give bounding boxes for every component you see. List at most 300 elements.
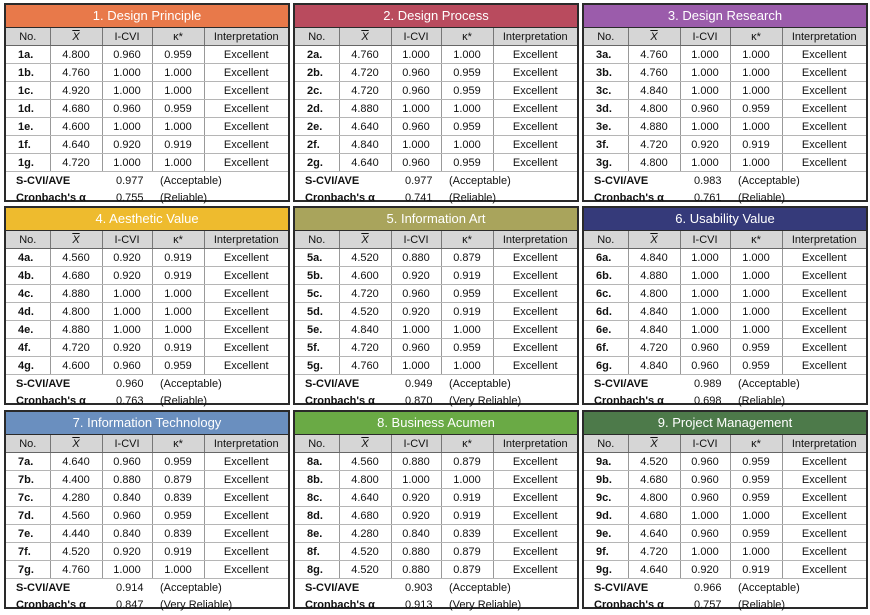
table-row xyxy=(295,321,577,339)
cell-no: 8g. xyxy=(295,561,339,579)
panel-title: 8. Business Acumen xyxy=(295,412,577,435)
table-row xyxy=(6,507,288,525)
scvi-value: 0.903 xyxy=(405,582,433,594)
table-row xyxy=(295,543,577,561)
cell-icvi: 1.000 xyxy=(391,136,441,154)
cell-mean: 4.880 xyxy=(50,285,102,303)
col-header-mean: $\overline{X}$ xyxy=(339,435,391,453)
cell-no: 2e. xyxy=(295,118,339,136)
cell-interp: Excellent xyxy=(493,64,577,82)
criteria-table xyxy=(6,435,288,579)
cell-interp: Excellent xyxy=(204,154,288,172)
scvi-note: (Acceptable) xyxy=(449,582,511,594)
cell-no: 7e. xyxy=(6,525,50,543)
cell-interp: Excellent xyxy=(204,453,288,471)
cell-no: 3d. xyxy=(584,100,628,118)
cell-mean: 4.640 xyxy=(50,453,102,471)
alpha-note: (Reliable) xyxy=(449,192,497,204)
cell-icvi: 0.920 xyxy=(102,267,152,285)
cell-icvi: 0.960 xyxy=(102,453,152,471)
scvi-label: S-CVI/AVE xyxy=(16,378,71,390)
col-header-icvi: I-CVI xyxy=(102,435,152,453)
cell-mean: 4.440 xyxy=(50,525,102,543)
cell-no: 4c. xyxy=(6,285,50,303)
alpha-value: 0.741 xyxy=(405,192,433,204)
cell-icvi: 0.920 xyxy=(102,543,152,561)
table-row xyxy=(6,321,288,339)
cell-interp: Excellent xyxy=(204,118,288,136)
col-header-kappa: κ* xyxy=(152,231,204,249)
cell-kappa: 0.959 xyxy=(441,82,493,100)
cell-no: 1a. xyxy=(6,46,50,64)
col-header-kappa: κ* xyxy=(730,435,782,453)
cell-no: 3e. xyxy=(584,118,628,136)
cell-icvi: 1.000 xyxy=(102,561,152,579)
cell-icvi: 0.880 xyxy=(391,249,441,267)
cell-mean: 4.800 xyxy=(628,489,680,507)
cell-icvi: 0.960 xyxy=(391,154,441,172)
cell-interp: Excellent xyxy=(782,249,866,267)
cell-icvi: 0.840 xyxy=(102,489,152,507)
cell-kappa: 1.000 xyxy=(441,136,493,154)
panel-summary xyxy=(6,579,288,614)
criteria-table xyxy=(584,231,866,375)
alpha-row xyxy=(6,393,288,410)
cell-kappa: 0.839 xyxy=(441,525,493,543)
table-row xyxy=(295,525,577,543)
cell-mean: 4.280 xyxy=(339,525,391,543)
cell-icvi: 1.000 xyxy=(391,357,441,375)
col-header-mean: $\overline{X}$ xyxy=(628,231,680,249)
cell-interp: Excellent xyxy=(782,357,866,375)
cell-no: 7f. xyxy=(6,543,50,561)
cell-icvi: 0.960 xyxy=(680,339,730,357)
cell-no: 9c. xyxy=(584,489,628,507)
cell-kappa: 0.919 xyxy=(441,303,493,321)
cell-no: 6f. xyxy=(584,339,628,357)
cell-icvi: 0.960 xyxy=(680,357,730,375)
cell-icvi: 1.000 xyxy=(680,118,730,136)
scvi-label: S-CVI/AVE xyxy=(594,175,649,187)
cell-no: 1f. xyxy=(6,136,50,154)
table-row xyxy=(584,543,866,561)
alpha-label: Cronbach's α xyxy=(16,395,86,407)
alpha-value: 0.847 xyxy=(116,599,144,611)
cell-no: 9b. xyxy=(584,471,628,489)
cell-interp: Excellent xyxy=(782,118,866,136)
cell-no: 9f. xyxy=(584,543,628,561)
scvi-note: (Acceptable) xyxy=(449,175,511,187)
col-header-no: No. xyxy=(584,28,628,46)
panel-summary xyxy=(584,172,866,207)
col-header-icvi: I-CVI xyxy=(102,231,152,249)
table-header-row xyxy=(295,435,577,453)
cell-kappa: 0.959 xyxy=(441,118,493,136)
cell-kappa: 0.959 xyxy=(441,339,493,357)
scvi-row xyxy=(6,580,288,597)
cell-mean: 4.680 xyxy=(50,100,102,118)
cell-icvi: 0.960 xyxy=(680,489,730,507)
col-header-no: No. xyxy=(295,28,339,46)
col-header-interpretation: Interpretation xyxy=(782,28,866,46)
cell-no: 5f. xyxy=(295,339,339,357)
alpha-value: 0.870 xyxy=(405,395,433,407)
cell-interp: Excellent xyxy=(493,154,577,172)
table-row xyxy=(6,64,288,82)
cell-mean: 4.520 xyxy=(339,561,391,579)
cell-interp: Excellent xyxy=(493,357,577,375)
col-header-mean: $\overline{X}$ xyxy=(50,435,102,453)
cell-mean: 4.640 xyxy=(339,118,391,136)
cell-no: 2g. xyxy=(295,154,339,172)
table-row xyxy=(6,561,288,579)
cell-kappa: 0.959 xyxy=(152,357,204,375)
cell-kappa: 0.959 xyxy=(152,46,204,64)
table-row xyxy=(584,303,866,321)
cell-kappa: 1.000 xyxy=(730,249,782,267)
cell-interp: Excellent xyxy=(493,46,577,64)
scvi-note: (Acceptable) xyxy=(449,378,511,390)
table-row xyxy=(6,100,288,118)
cell-kappa: 0.959 xyxy=(730,489,782,507)
table-row xyxy=(6,136,288,154)
cell-mean: 4.520 xyxy=(339,249,391,267)
cell-icvi: 1.000 xyxy=(680,46,730,64)
table-row xyxy=(584,118,866,136)
cell-icvi: 1.000 xyxy=(680,267,730,285)
cell-no: 3f. xyxy=(584,136,628,154)
scvi-label: S-CVI/AVE xyxy=(16,175,71,187)
cell-icvi: 1.000 xyxy=(680,82,730,100)
cell-no: 9a. xyxy=(584,453,628,471)
cell-mean: 4.800 xyxy=(339,471,391,489)
criteria-panel-9 xyxy=(582,410,868,609)
scvi-note: (Acceptable) xyxy=(738,582,800,594)
cell-interp: Excellent xyxy=(782,64,866,82)
cell-interp: Excellent xyxy=(493,453,577,471)
table-row xyxy=(295,154,577,172)
table-row xyxy=(295,249,577,267)
cell-mean: 4.880 xyxy=(628,118,680,136)
cell-no: 4d. xyxy=(6,303,50,321)
table-row xyxy=(584,357,866,375)
cell-mean: 4.760 xyxy=(339,46,391,64)
cell-icvi: 1.000 xyxy=(391,471,441,489)
alpha-row xyxy=(295,597,577,614)
cell-icvi: 0.960 xyxy=(391,285,441,303)
scvi-label: S-CVI/AVE xyxy=(16,582,71,594)
cell-interp: Excellent xyxy=(782,489,866,507)
cell-icvi: 0.960 xyxy=(680,453,730,471)
table-row xyxy=(295,267,577,285)
cell-kappa: 0.959 xyxy=(152,100,204,118)
cell-kappa: 1.000 xyxy=(152,118,204,136)
alpha-label: Cronbach's α xyxy=(594,395,664,407)
cell-interp: Excellent xyxy=(782,471,866,489)
cell-kappa: 0.919 xyxy=(152,543,204,561)
cell-mean: 4.720 xyxy=(628,543,680,561)
alpha-label: Cronbach's α xyxy=(305,192,375,204)
cell-kappa: 0.919 xyxy=(441,489,493,507)
cell-interp: Excellent xyxy=(204,339,288,357)
cell-mean: 4.760 xyxy=(628,46,680,64)
col-header-no: No. xyxy=(6,435,50,453)
cell-icvi: 0.880 xyxy=(391,543,441,561)
cell-mean: 4.880 xyxy=(628,267,680,285)
cell-interp: Excellent xyxy=(493,267,577,285)
cell-mean: 4.520 xyxy=(50,543,102,561)
panel-title: 6. Usability Value xyxy=(584,208,866,231)
alpha-label: Cronbach's α xyxy=(594,599,664,611)
cell-kappa: 1.000 xyxy=(441,100,493,118)
cell-icvi: 1.000 xyxy=(680,285,730,303)
alpha-note: (Reliable) xyxy=(738,192,786,204)
cell-interp: Excellent xyxy=(782,339,866,357)
cell-mean: 4.400 xyxy=(50,471,102,489)
cell-mean: 4.600 xyxy=(50,118,102,136)
cell-interp: Excellent xyxy=(204,285,288,303)
cell-interp: Excellent xyxy=(493,507,577,525)
table-row xyxy=(584,525,866,543)
cell-kappa: 1.000 xyxy=(152,561,204,579)
cell-mean: 4.920 xyxy=(50,82,102,100)
cell-icvi: 0.960 xyxy=(680,525,730,543)
cell-interp: Excellent xyxy=(204,267,288,285)
cell-mean: 4.840 xyxy=(339,136,391,154)
col-header-icvi: I-CVI xyxy=(680,435,730,453)
col-header-kappa: κ* xyxy=(441,435,493,453)
cell-mean: 4.840 xyxy=(628,357,680,375)
col-header-no: No. xyxy=(295,231,339,249)
table-row xyxy=(6,489,288,507)
cell-interp: Excellent xyxy=(204,489,288,507)
criteria-table xyxy=(6,231,288,375)
criteria-table xyxy=(584,435,866,579)
scvi-value: 0.960 xyxy=(116,378,144,390)
table-row xyxy=(584,136,866,154)
table-row xyxy=(295,303,577,321)
cell-interp: Excellent xyxy=(204,136,288,154)
cell-interp: Excellent xyxy=(204,525,288,543)
cell-kappa: 1.000 xyxy=(730,267,782,285)
cell-mean: 4.640 xyxy=(339,154,391,172)
cell-no: 8e. xyxy=(295,525,339,543)
cell-no: 6g. xyxy=(584,357,628,375)
cell-no: 5e. xyxy=(295,321,339,339)
cell-mean: 4.840 xyxy=(628,303,680,321)
alpha-value: 0.913 xyxy=(405,599,433,611)
cell-interp: Excellent xyxy=(493,303,577,321)
cell-icvi: 0.960 xyxy=(391,82,441,100)
cell-icvi: 1.000 xyxy=(391,100,441,118)
criteria-panel-3 xyxy=(582,3,868,202)
scvi-note: (Acceptable) xyxy=(738,378,800,390)
cell-icvi: 0.920 xyxy=(680,561,730,579)
cell-mean: 4.600 xyxy=(50,357,102,375)
scvi-label: S-CVI/AVE xyxy=(594,582,649,594)
scvi-value: 0.977 xyxy=(405,175,433,187)
col-header-mean: $\overline{X}$ xyxy=(628,435,680,453)
cell-kappa: 1.000 xyxy=(152,285,204,303)
criteria-panel-8 xyxy=(293,410,579,609)
col-header-no: No. xyxy=(6,231,50,249)
cell-mean: 4.680 xyxy=(50,267,102,285)
cell-no: 4a. xyxy=(6,249,50,267)
col-header-icvi: I-CVI xyxy=(102,28,152,46)
cell-no: 4g. xyxy=(6,357,50,375)
cell-icvi: 0.960 xyxy=(102,46,152,64)
cell-kappa: 1.000 xyxy=(441,357,493,375)
cell-kappa: 1.000 xyxy=(441,321,493,339)
scvi-row xyxy=(295,376,577,393)
cell-kappa: 0.959 xyxy=(152,507,204,525)
scvi-note: (Acceptable) xyxy=(738,175,800,187)
cell-icvi: 0.960 xyxy=(102,507,152,525)
cell-no: 9d. xyxy=(584,507,628,525)
cell-kappa: 1.000 xyxy=(730,507,782,525)
cell-mean: 4.720 xyxy=(628,136,680,154)
cell-interp: Excellent xyxy=(782,46,866,64)
table-row xyxy=(584,82,866,100)
panel-title: 3. Design Research xyxy=(584,5,866,28)
cell-no: 2b. xyxy=(295,64,339,82)
cell-mean: 4.720 xyxy=(628,339,680,357)
cell-icvi: 0.920 xyxy=(102,249,152,267)
table-row xyxy=(295,489,577,507)
cell-kappa: 0.959 xyxy=(730,471,782,489)
alpha-row xyxy=(295,190,577,207)
cell-icvi: 1.000 xyxy=(680,64,730,82)
cell-interp: Excellent xyxy=(493,100,577,118)
cell-icvi: 0.960 xyxy=(391,339,441,357)
cell-mean: 4.560 xyxy=(50,507,102,525)
col-header-interpretation: Interpretation xyxy=(204,231,288,249)
criteria-panel-6 xyxy=(582,206,868,405)
scvi-row xyxy=(6,376,288,393)
table-row xyxy=(6,154,288,172)
cell-no: 2a. xyxy=(295,46,339,64)
cell-no: 1g. xyxy=(6,154,50,172)
table-row xyxy=(6,543,288,561)
alpha-note: (Reliable) xyxy=(738,599,786,611)
scvi-value: 0.949 xyxy=(405,378,433,390)
cell-interp: Excellent xyxy=(204,561,288,579)
cell-interp: Excellent xyxy=(204,321,288,339)
cell-kappa: 1.000 xyxy=(152,321,204,339)
alpha-note: (Reliable) xyxy=(160,192,208,204)
cell-icvi: 1.000 xyxy=(102,285,152,303)
panel-summary xyxy=(584,375,866,410)
table-row xyxy=(295,64,577,82)
cell-interp: Excellent xyxy=(782,525,866,543)
cell-icvi: 1.000 xyxy=(680,543,730,561)
cell-no: 1e. xyxy=(6,118,50,136)
cell-kappa: 0.919 xyxy=(441,267,493,285)
table-row xyxy=(584,471,866,489)
col-header-interpretation: Interpretation xyxy=(782,435,866,453)
cell-mean: 4.720 xyxy=(339,285,391,303)
cell-no: 5g. xyxy=(295,357,339,375)
table-row xyxy=(584,267,866,285)
cell-mean: 4.720 xyxy=(50,154,102,172)
cell-no: 5a. xyxy=(295,249,339,267)
criteria-table xyxy=(295,28,577,172)
col-header-interpretation: Interpretation xyxy=(493,231,577,249)
cell-mean: 4.680 xyxy=(628,507,680,525)
table-row xyxy=(295,471,577,489)
table-header-row xyxy=(295,231,577,249)
alpha-note: (Very Reliable) xyxy=(449,395,522,407)
scvi-note: (Acceptable) xyxy=(160,175,222,187)
cell-kappa: 0.959 xyxy=(152,453,204,471)
cell-no: 3a. xyxy=(584,46,628,64)
table-row xyxy=(584,321,866,339)
cell-interp: Excellent xyxy=(493,285,577,303)
cell-interp: Excellent xyxy=(782,136,866,154)
cell-kappa: 0.879 xyxy=(441,249,493,267)
col-header-mean: $\overline{X}$ xyxy=(628,28,680,46)
alpha-row xyxy=(6,597,288,614)
cell-no: 8c. xyxy=(295,489,339,507)
cell-interp: Excellent xyxy=(493,82,577,100)
col-header-icvi: I-CVI xyxy=(680,28,730,46)
col-header-icvi: I-CVI xyxy=(680,231,730,249)
cell-icvi: 1.000 xyxy=(102,321,152,339)
cell-icvi: 1.000 xyxy=(391,321,441,339)
scvi-row xyxy=(584,376,866,393)
cell-interp: Excellent xyxy=(204,303,288,321)
cell-interp: Excellent xyxy=(204,64,288,82)
cell-interp: Excellent xyxy=(204,507,288,525)
alpha-note: (Very Reliable) xyxy=(449,599,522,611)
cell-icvi: 0.960 xyxy=(102,357,152,375)
cell-icvi: 1.000 xyxy=(102,82,152,100)
cell-icvi: 0.920 xyxy=(391,489,441,507)
panel-title: 1. Design Principle xyxy=(6,5,288,28)
cell-kappa: 0.919 xyxy=(152,267,204,285)
alpha-row xyxy=(584,190,866,207)
cell-kappa: 0.919 xyxy=(730,136,782,154)
table-row xyxy=(6,267,288,285)
cell-no: 6a. xyxy=(584,249,628,267)
cell-mean: 4.720 xyxy=(339,339,391,357)
cell-no: 1c. xyxy=(6,82,50,100)
panel-summary xyxy=(295,172,577,207)
cell-interp: Excellent xyxy=(493,136,577,154)
cell-interp: Excellent xyxy=(782,453,866,471)
cell-mean: 4.800 xyxy=(628,154,680,172)
cell-kappa: 0.919 xyxy=(730,561,782,579)
cell-kappa: 0.839 xyxy=(152,489,204,507)
col-header-kappa: κ* xyxy=(441,28,493,46)
cell-icvi: 0.960 xyxy=(680,471,730,489)
table-row xyxy=(295,82,577,100)
cell-kappa: 0.959 xyxy=(441,64,493,82)
scvi-value: 0.966 xyxy=(694,582,722,594)
cell-kappa: 1.000 xyxy=(730,543,782,561)
cell-icvi: 0.880 xyxy=(391,561,441,579)
cell-kappa: 1.000 xyxy=(152,82,204,100)
col-header-interpretation: Interpretation xyxy=(204,28,288,46)
table-row xyxy=(295,100,577,118)
cell-kappa: 0.919 xyxy=(441,507,493,525)
scvi-row xyxy=(295,580,577,597)
cell-icvi: 1.000 xyxy=(391,46,441,64)
cell-mean: 4.520 xyxy=(339,543,391,561)
cell-kappa: 1.000 xyxy=(730,303,782,321)
col-header-no: No. xyxy=(584,435,628,453)
table-row xyxy=(295,357,577,375)
